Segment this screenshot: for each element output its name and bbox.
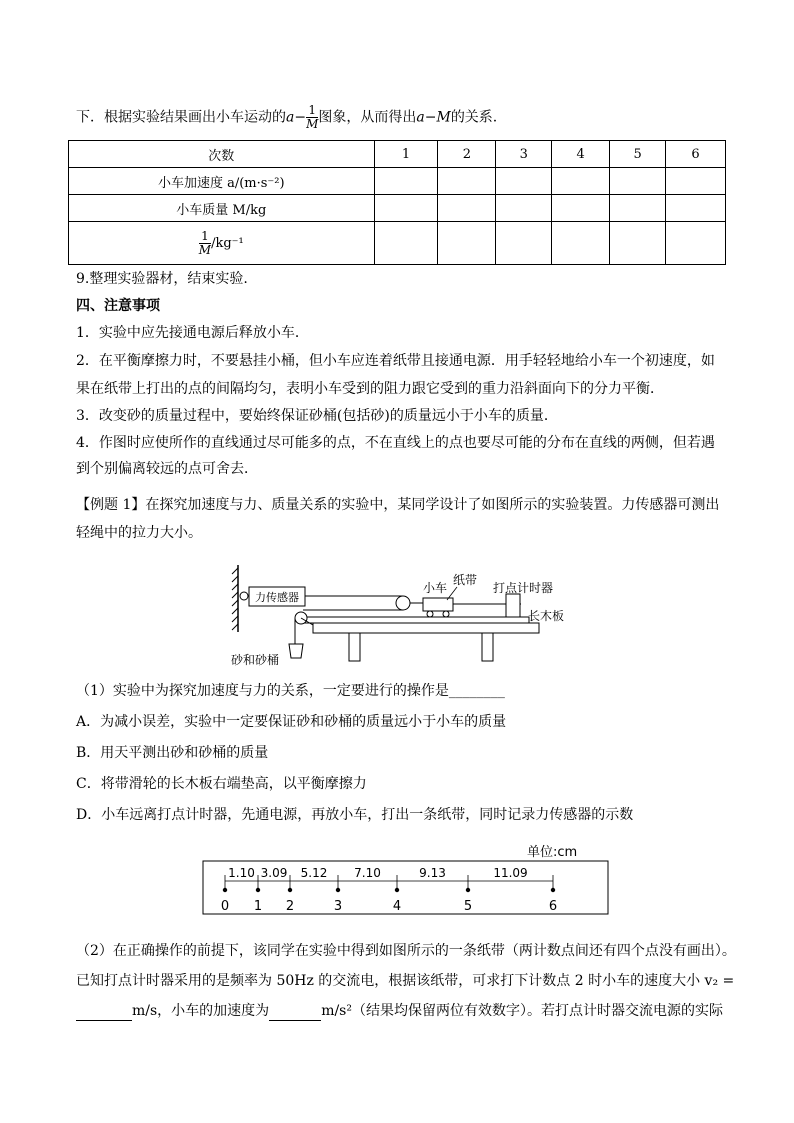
timer-label: 打点计时器 (493, 581, 554, 595)
tape-dot (466, 888, 470, 892)
tape-distance-label: 7.10 (354, 866, 381, 880)
intro-expr: a−M (416, 109, 451, 126)
intro-frac-num: 1 (306, 104, 318, 118)
table-cell[interactable] (374, 195, 438, 222)
tape-distance-label: 11.09 (493, 866, 528, 880)
timer (506, 594, 520, 617)
table-cell[interactable] (374, 222, 438, 265)
intro-line (76, 104, 497, 131)
table-cell[interactable] (438, 195, 496, 222)
intro-frac-den: M (306, 117, 319, 131)
question-1: （1）实验中为探究加速度与力的关系，一定要进行的操作是________ (76, 683, 505, 699)
wall-hatching (232, 568, 238, 630)
tape-label: 纸带 (453, 573, 478, 587)
tape-dot (223, 888, 227, 892)
tape-point-label: 2 (285, 899, 295, 914)
cart-label: 小车 (423, 581, 448, 595)
data-table (68, 140, 726, 265)
tape-point-label: 0 (220, 899, 230, 914)
note-line: 果在纸带上打出的点的间隔均匀，表明小车受到的阻力跟它受到的重力沿斜面向下的分力平衡． (76, 381, 664, 397)
table-row (69, 141, 726, 168)
cart (423, 598, 453, 611)
row-label-acceleration: 小车加速度 a/(m·s⁻²) (69, 168, 375, 195)
tape-point-label: 1 (253, 899, 263, 914)
intro-middle: 图象，从而得出 (318, 109, 417, 126)
table-header-cell: 3 (496, 141, 552, 168)
question-2-last-line (76, 1002, 723, 1021)
bucket-label: 砂和砂桶 (231, 653, 280, 667)
table-cell[interactable] (666, 168, 726, 195)
tape-point-label: 6 (548, 899, 558, 914)
tape-dot (288, 888, 292, 892)
note-line: 3．改变砂的质量过程中，要始终保证砂桶(包括砂)的质量远小于小车的质量． (76, 408, 558, 424)
intro-suffix: 的关系. (450, 109, 498, 126)
table-header-cell: 2 (438, 141, 496, 168)
tape-unit-label: 单位:cm (527, 845, 578, 860)
q2-unit2: m/s²（结果均保留两位有效数字）。若打点计时器交流电源的实际 (321, 1003, 723, 1019)
force-sensor-label: 力传感器 (255, 591, 299, 604)
option-b: B．用天平测出砂和砂桶的质量 (76, 745, 269, 761)
table-cell[interactable] (666, 195, 726, 222)
tape-distance-label: 3.09 (260, 866, 288, 880)
inv-unit: /kg⁻¹ (211, 235, 244, 251)
tape-dot (256, 888, 260, 892)
table-header-cell: 1 (374, 141, 438, 168)
inv-num: 1 (199, 230, 211, 244)
table-header-cell: 4 (552, 141, 610, 168)
intro-prefix: 下．根据实验结果画出小车运动的 (76, 109, 286, 126)
section-title-notes: 四、注意事项 (76, 298, 160, 314)
table-header-cell: 6 (666, 141, 726, 168)
intro-minus: − (294, 109, 307, 126)
note-line: 1．实验中应先接通电源后释放小车． (76, 325, 309, 341)
long-board (303, 617, 529, 623)
row-label-inverse-mass (69, 222, 375, 265)
tape-distance-label: 9.13 (419, 866, 446, 880)
table-row (69, 195, 726, 222)
answer-blank-velocity[interactable] (76, 1002, 132, 1021)
tape-dot (395, 888, 399, 892)
table-leg (482, 633, 493, 661)
option-d: D．小车远离打点计时器，先通电源，再放小车，打出一条纸带，同时记录力传感器的示数 (76, 807, 634, 823)
wall-hook (240, 592, 248, 600)
tape-distance-label: 1.10 (228, 866, 255, 880)
table-cell[interactable] (374, 168, 438, 195)
intro-a: a (286, 109, 295, 126)
table-cell[interactable] (610, 195, 666, 222)
board-label: 长木板 (528, 609, 565, 623)
table-leg (349, 633, 360, 661)
tape-distance-label: 5.12 (300, 866, 328, 880)
option-a: A．为减小误差，实验中一定要保证砂和砂桶的质量远小于小车的质量 (76, 714, 507, 730)
table-cell[interactable] (610, 168, 666, 195)
table-header-cell: 5 (610, 141, 666, 168)
table-cell[interactable] (438, 222, 496, 265)
intro-fraction (306, 104, 318, 131)
tape-diagram (196, 840, 616, 918)
table-cell[interactable] (552, 195, 610, 222)
table-cell[interactable] (496, 222, 552, 265)
option-c: C．将带滑轮的长木板右端垫高，以平衡摩擦力 (76, 776, 367, 792)
example-line: 轻绳中的拉力大小。 (76, 525, 202, 541)
step-9: 9.整理实验器材，结束实验. (76, 271, 248, 287)
note-line: 4．作图时应使所作的直线通过尽可能多的点，不在直线上的点也要尽可能的分布在直线的两侧，但若遇 (76, 435, 715, 451)
apparatus-diagram (225, 560, 585, 670)
question-2-line: 已知打点计时器采用的是频率为 50Hz 的交流电，根据该纸带，可求打下计数点 2 时小车的速度大小 v₂ = (76, 973, 735, 989)
tape-point-label: 4 (392, 899, 402, 914)
answer-blank-acceleration[interactable] (269, 1002, 321, 1021)
cart-pulley (396, 596, 410, 610)
table-cell[interactable] (496, 168, 552, 195)
question-2-line: （2）在正确操作的前提下，该同学在实验中得到如图所示的一条纸带（两计数点间还有四个点没有画出）。 (76, 943, 736, 959)
table-cell[interactable] (496, 195, 552, 222)
example-title: 【例题 1】在探究加速度与力、质量关系的实验中，某同学设计了如图所示的实验装置。力传感器可测出 (76, 497, 720, 513)
inverse-mass-fraction (199, 230, 211, 257)
tape-point-label: 5 (463, 899, 473, 914)
note-line: 2．在平衡摩擦力时，不要悬挂小桶，但小车应连着纸带且接通电源．用手轻轻地给小车一个初速度，如 (76, 353, 715, 369)
cart-wheel (443, 611, 449, 617)
table-cell[interactable] (666, 222, 726, 265)
bucket (289, 644, 303, 658)
table-row (69, 168, 726, 195)
table-header-cell: 次数 (69, 141, 375, 168)
tape-dot (551, 888, 555, 892)
table-cell[interactable] (552, 222, 610, 265)
inv-den: M (198, 242, 212, 257)
cart-wheel (427, 611, 433, 617)
table-cell[interactable] (610, 222, 666, 265)
row-label-mass: 小车质量 M/kg (69, 195, 375, 222)
q2-unit1: m/s，小车的加速度为 (132, 1003, 270, 1019)
note-line: 到个别偏离较远的点可舍去． (76, 461, 258, 477)
table-cell[interactable] (552, 168, 610, 195)
tape-dot (336, 888, 340, 892)
table-top (313, 623, 539, 633)
tape-point-label: 3 (333, 899, 343, 914)
table-row (69, 222, 726, 265)
table-cell[interactable] (438, 168, 496, 195)
